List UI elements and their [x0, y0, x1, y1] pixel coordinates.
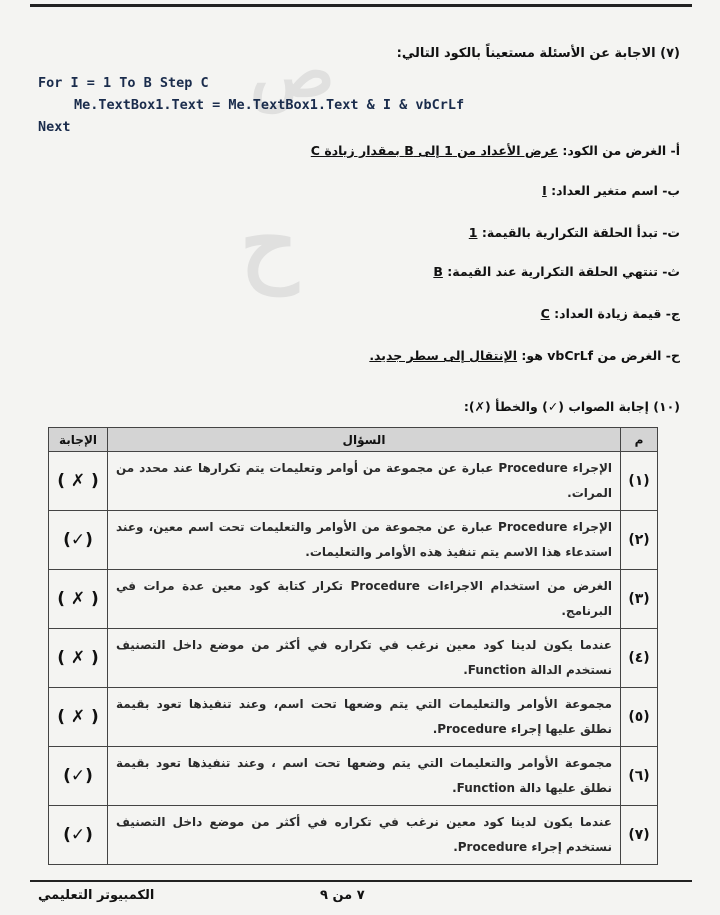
- answer-item-counter: [542, 183, 680, 198]
- answer-label: أ- الغرض من الكود:: [562, 143, 680, 158]
- table-row: [49, 629, 658, 688]
- answer-item-start: [469, 225, 680, 240]
- true-false-table: [48, 427, 658, 865]
- page-number: ٧ من ٩: [320, 888, 365, 903]
- answer-label: ث- تنتهي الحلقة التكرارية عند القيمة:: [447, 264, 680, 279]
- question-10-title: (١٠) إجابة الصواب (✓) والخطأ (✗):: [463, 399, 680, 414]
- row-answer: ( ✗ ): [49, 629, 108, 688]
- watermark-decoration: ص: [250, 30, 335, 113]
- row-number: (٢): [621, 511, 658, 570]
- answer-value: عرض الأعداد من 1 إلى B بمقدار زيادة C: [310, 143, 558, 158]
- row-answer: (✓): [49, 806, 108, 865]
- row-number: (٤): [621, 629, 658, 688]
- book-title: الكمبيوتر التعليمي: [38, 888, 155, 903]
- row-answer: ( ✗ ): [49, 570, 108, 629]
- row-answer: (✓): [49, 747, 108, 806]
- row-question: عندما يكون لدينا كود معين نرغب في تكراره في أكثر من موضع داخل التصنيف نستخدم الدالة Function.: [108, 629, 621, 688]
- code-line: Me.TextBox1.Text = Me.TextBox1.Text & I & vbCrLf: [74, 97, 465, 113]
- table-row: [49, 806, 658, 865]
- answer-item-end: [433, 264, 680, 279]
- row-number: (٦): [621, 747, 658, 806]
- question-7-title: (٧) الاجابة عن الأسئلة مستعيناً بالكود التالي:: [396, 46, 680, 61]
- row-question: الغرض من استخدام الاجراءات Procedure تكرار كتابة كود معين عدة مرات في البرنامج.: [108, 570, 621, 629]
- answer-item-vbcrlf: [369, 348, 680, 363]
- bottom-rule: [30, 880, 692, 882]
- code-line: For I = 1 To B Step C: [38, 75, 209, 91]
- answer-value: 1: [468, 225, 478, 240]
- answer-value: I: [542, 183, 547, 198]
- code-block: [38, 72, 464, 138]
- answer-item-purpose: [311, 143, 680, 158]
- table-row: [49, 570, 658, 629]
- row-question: عندما يكون لدينا كود معين نرغب في تكراره في أكثر من موضع داخل التصنيف نستخدم إجراء Procedure.: [108, 806, 621, 865]
- answer-label: ج- قيمة زيادة العداد:: [554, 306, 680, 321]
- table-row: [49, 747, 658, 806]
- table-row: [49, 511, 658, 570]
- table-header-row: [49, 428, 658, 452]
- table-row: [49, 452, 658, 511]
- column-header-question: السؤال: [108, 428, 621, 452]
- row-number: (١): [621, 452, 658, 511]
- row-number: (٣): [621, 570, 658, 629]
- column-header-num: م: [621, 428, 658, 452]
- answer-label: ب- اسم متغير العداد:: [551, 183, 680, 198]
- row-answer: (✓): [49, 511, 108, 570]
- answer-label: ح- الغرض من vbCrLf هو:: [521, 348, 680, 363]
- answer-value: C: [540, 306, 550, 321]
- row-question: الإجراء Procedure عبارة عن مجموعة من الأوامر والتعليمات تحت اسم معين، وعند استدعاء هذا الاسم يتم تنفيذ هذه الأوامر والتعليمات.: [108, 511, 621, 570]
- watermark-decoration-2: ح: [240, 190, 299, 296]
- row-number: (٥): [621, 688, 658, 747]
- row-question: مجموعة الأوامر والتعليمات التي يتم وضعها تحت اسم ، وعند تنفيذها تعود بقيمة نطلق عليها دالة Function.: [108, 747, 621, 806]
- answer-item-step: [541, 306, 680, 321]
- row-question: مجموعة الأوامر والتعليمات التي يتم وضعها تحت اسم، وعند تنفيذها تعود بقيمة نطلق عليها إجراء Procedure.: [108, 688, 621, 747]
- row-number: (٧): [621, 806, 658, 865]
- top-rule: [30, 4, 692, 7]
- row-answer: ( ✗ ): [49, 452, 108, 511]
- row-question: الإجراء Procedure عبارة عن مجموعة من أوامر وتعليمات يتم تكرارها عند محدد من المرات.: [108, 452, 621, 511]
- column-header-answer: الإجابة: [49, 428, 108, 452]
- code-line: Next: [38, 119, 71, 135]
- answer-label: ت- تبدأ الحلقة التكرارية بالقيمة:: [481, 225, 680, 240]
- row-answer: ( ✗ ): [49, 688, 108, 747]
- table-row: [49, 688, 658, 747]
- answer-value: B: [433, 264, 443, 279]
- answer-value: الإنتقال إلى سطر جديد.: [369, 348, 518, 363]
